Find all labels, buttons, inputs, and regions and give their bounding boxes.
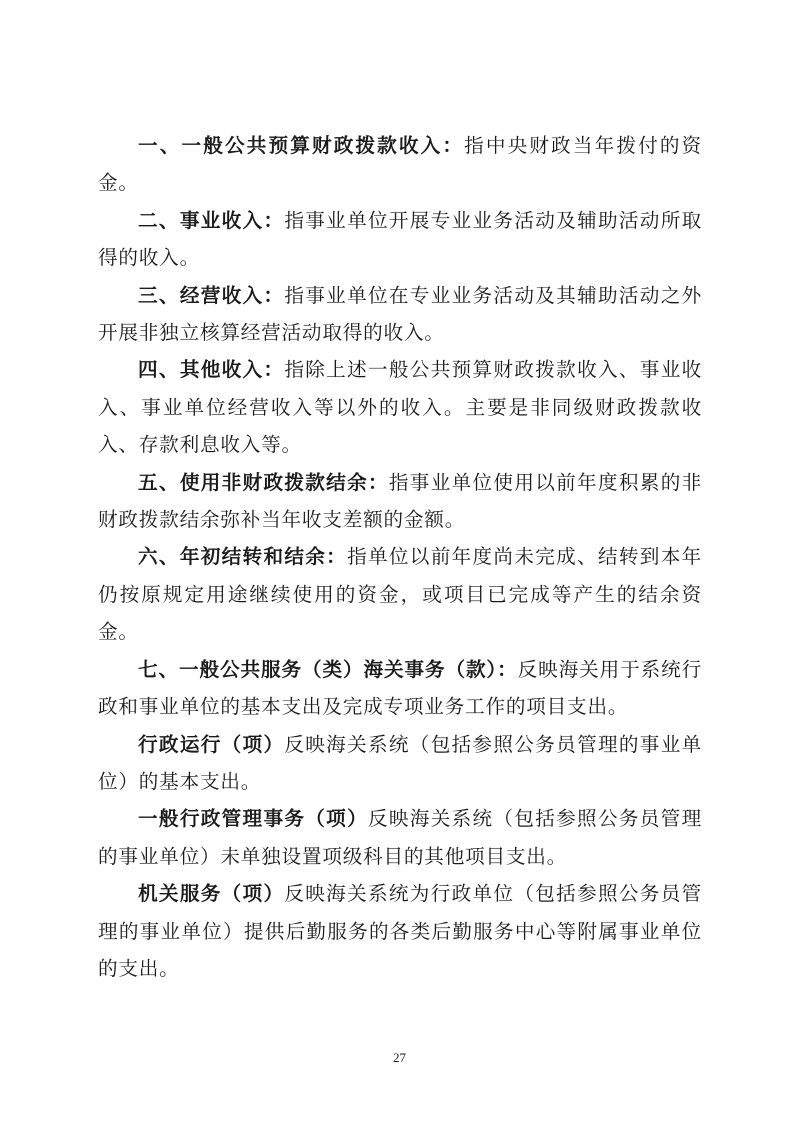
definition-business-income: 指事业单位开展专业业务活动及辅助活动所取得的收入。 [98,208,702,270]
term-business-income: 二、事业收入： [138,208,285,232]
term-general-budget-income: 一、一般公共预算财政拨款收入： [138,134,465,157]
term-non-fiscal-surplus: 五、使用非财政拨款结余： [138,470,389,494]
document-body [98,127,702,987]
definition-operating-income: 指事业单位在专业业务活动及其辅助活动之外开展非独立核算经营活动取得的收入。 [98,283,702,345]
paragraph-other-income [98,351,702,463]
term-other-income: 四、其他收入： [138,358,285,382]
paragraph-general-budget-income [98,127,702,202]
term-carryover-balance: 六、年初结转和结余： [138,545,348,569]
paragraph-non-fiscal-surplus [98,464,702,539]
paragraph-administrative-operation [98,726,702,801]
definition-general-administration: 反映海关系统（包括参照公务员管理的事业单位）未单独设置项级科目的其他项目支出。 [98,807,702,868]
term-customs-affairs: 七、一般公共服务（类）海关事务（款）： [138,657,518,681]
definition-carryover-balance: 指单位以前年度尚未完成、结转到本年仍按原规定用途继续使用的资金，或项目已完成等产生的结余资金。 [98,545,702,644]
term-operating-income: 三、经营收入： [138,283,285,307]
definition-general-budget-income: 指中央财政当年拨付的资金。 [98,134,702,195]
paragraph-carryover-balance [98,538,702,650]
paragraph-business-income [98,202,702,277]
definition-administrative-operation: 反映海关系统（包括参照公务员管理的事业单位）的基本支出。 [98,732,702,793]
paragraph-operating-income [98,277,702,352]
term-agency-services: 机关服务（项） [138,882,285,906]
paragraph-agency-services [98,875,702,987]
paragraph-customs-affairs [98,651,702,726]
term-administrative-operation: 行政运行（项） [138,732,285,756]
paragraph-general-administration [98,800,702,875]
term-general-administration: 一般行政管理事务（项） [138,807,368,831]
definition-other-income: 指除上述一般公共预算财政拨款收入、事业收入、事业单位经营收入等以外的收入。主要是非同级财政拨款收入、存款利息收入等。 [98,358,702,457]
definition-non-fiscal-surplus: 指事业单位使用以前年度积累的非财政拨款结余弥补当年收支差额的金额。 [98,470,702,532]
definition-customs-affairs: 反映海关用于系统行政和事业单位的基本支出及完成专项业务工作的项目支出。 [98,657,703,719]
page-number: 27 [393,1050,406,1065]
definition-agency-services: 反映海关系统为行政单位（包括参照公务员管理的事业单位）提供后勤服务的各类后勤服务中心等附属事业单位的支出。 [98,882,702,980]
